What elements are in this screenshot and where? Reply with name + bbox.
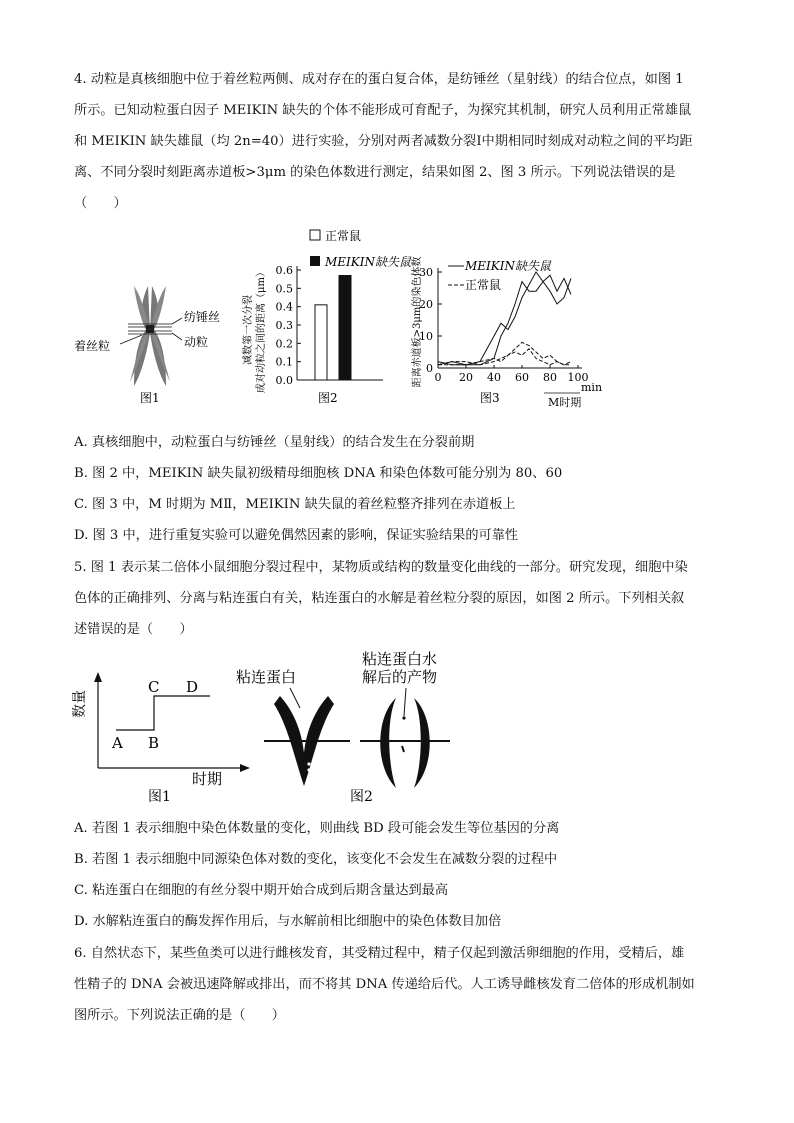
label-kinetochore: 动粒 <box>184 335 209 349</box>
fig2-ytick-label: 0.1 <box>275 355 293 369</box>
q5-point-d: D <box>186 678 199 696</box>
line-normal-2 <box>438 342 571 364</box>
q4-fig3-chart <box>408 252 608 410</box>
q4-fig2-chart <box>235 224 411 410</box>
legend-box-normal <box>310 230 320 240</box>
q4-line-5: （ ） <box>74 196 127 211</box>
line-mutant-0 <box>438 272 571 365</box>
fig2-ylabel-1: 减数第一次分裂 <box>243 295 254 365</box>
chromosome-drawing <box>120 286 182 386</box>
legend-normal: 正常鼠 <box>325 229 362 243</box>
bar-normal <box>315 305 327 380</box>
q5-option-b: B. 若图 1 表示细胞中同源染色体对数的变化，该变化不会发生在减数分裂的过程中 <box>74 852 558 867</box>
q5-point-b: B <box>148 734 160 752</box>
q5-line-3: 述错误的是（ ） <box>74 622 193 637</box>
fig3-xtick-label: 20 <box>459 371 473 384</box>
fig3-legend-mutant: MEIKIN缺失鼠 <box>465 259 551 273</box>
q4-line-2: 所示。已知动粒蛋白因子 MEIKIN 缺失的个体不能形成可育配子，为探究其机制，研究人员利用正常雄鼠 <box>74 103 692 118</box>
fig3-xtick-label: 40 <box>487 371 501 384</box>
fig2-ytick-label: 0.4 <box>275 300 293 314</box>
fig3-legend-normal: 正常鼠 <box>465 278 502 292</box>
fig3-xtick-label: 100 <box>567 371 589 384</box>
q5-fig1 <box>72 660 252 808</box>
q5-fig1-ylabel: 数量 <box>72 690 88 718</box>
fig2-ytick-label: 0.6 <box>275 264 293 277</box>
q5-fig2-caption: 图2 <box>350 789 373 805</box>
q4-option-a: A. 真核细胞中，动粒蛋白与纺锤丝（星射线）的结合发生在分裂前期 <box>74 435 475 450</box>
q5-fig1-caption: 图1 <box>148 789 171 805</box>
q4-fig1 <box>70 278 240 410</box>
q4-option-c: C. 图 3 中，M 时期为 MⅡ，MEIKIN 缺失鼠的着丝粒整齐排列在赤道板上 <box>74 497 516 512</box>
fig3-xtick-label: 60 <box>515 371 529 384</box>
fig2-ytick-label: 0.3 <box>275 319 293 332</box>
fig3-ytick-label: 0 <box>426 362 433 375</box>
q5-point-c: C <box>148 678 160 696</box>
q5-point-a: A <box>112 734 123 752</box>
legend-box-mutant <box>310 256 320 266</box>
fig3-ytick-label: 20 <box>419 298 433 311</box>
fig3-ytick-label: 30 <box>419 266 433 279</box>
legend-mutant: MEIKIN缺失鼠 <box>325 255 411 269</box>
chromosome-before-hydrolysis <box>264 688 350 786</box>
q6-line-1: 6. 自然状态下，某些鱼类可以进行雌核发育，其受精过程中，精子仅起到激活卵细胞的作用，受精后，雄 <box>74 946 685 961</box>
fig3-xunit: min <box>581 381 603 394</box>
q4-line-4: 离、不同分裂时刻距离赤道板>3μm 的染色体数进行测定，结果如图 2、图 3 所示。下列说法错误的是 <box>74 165 676 180</box>
fig3-xtick-label: 0 <box>434 371 442 384</box>
line-mutant-1 <box>438 278 571 364</box>
q5-label-product-2: 解后的产物 <box>362 668 438 686</box>
q5-label-product-1: 粘连蛋白水 <box>362 650 438 668</box>
q5-option-c: C. 粘连蛋白在细胞的有丝分裂中期开始合成到后期含量达到最高 <box>74 883 449 898</box>
q5-option-a: A. 若图 1 表示细胞中染色体数量的变化，则曲线 BD 段可能会发生等位基因的分离 <box>74 821 560 836</box>
fig2-ytick-label: 0.2 <box>275 337 293 351</box>
fig2-ylabel-2: 成对动粒之间的距离（μm） <box>256 267 267 393</box>
label-centromere: 着丝粒 <box>74 339 111 353</box>
q5-option-d: D. 水解粘连蛋白的酶发挥作用后，与水解前相比细胞中的染色体数目加倍 <box>74 914 502 929</box>
q5-line-1: 5. 图 1 表示某二倍体小鼠细胞分裂过程中，某物质或结构的数量变化曲线的一部分。研究发现，细胞中染 <box>74 560 688 575</box>
fig2-ytick-label: 0.5 <box>275 282 293 296</box>
fig3-caption: 图3 <box>480 391 500 405</box>
q4-option-b: B. 图 2 中，MEIKIN 缺失鼠初级精母细胞核 DNA 和染色体数可能分别为 80、60 <box>74 466 563 481</box>
fig1-caption: 图1 <box>140 391 160 405</box>
q5-fig1-xlabel: 时期 <box>192 770 223 788</box>
q4-option-d: D. 图 3 中，进行重复实验可以避免偶然因素的影响，保证实验结果的可靠性 <box>74 528 519 543</box>
q6-line-2: 性精子的 DNA 会被迅速降解或排出，而不将其 DNA 传递给后代。人工诱导雌核发育二倍体的形成机制如 <box>74 977 695 992</box>
q4-line-1: 4. 动粒是真核细胞中位于着丝粒两侧、成对存在的蛋白复合体，是纺锤丝（星射线）的结合位点，如图 1 <box>74 72 684 87</box>
fig3-xtick-label: 80 <box>543 371 557 384</box>
q4-line-3: 和 MEIKIN 缺失雄鼠（均 2n=40）进行实验，分别对两者减数分裂Ⅰ中期相同时刻成对动粒之间的平均距 <box>74 134 693 149</box>
label-spindle: 纺锤丝 <box>184 310 221 324</box>
fig3-ylabel: 距离赤道板>3μm的染色体数 <box>412 256 423 388</box>
fig2-caption: 图2 <box>318 391 338 405</box>
q5-line-2: 色体的正确排列、分离与粘连蛋白有关，粘连蛋白的水解是着丝粒分裂的原因，如图 2 所示。下列相关叙 <box>74 591 685 606</box>
q5-fig1-yarrow <box>94 672 102 682</box>
q5-fig1-curve <box>116 696 210 730</box>
chromosome-after-hydrolysis <box>360 688 450 788</box>
q6-line-3: 图所示。下列说法正确的是（ ） <box>74 1008 285 1023</box>
fig3-xlabel: M时期 <box>548 396 582 409</box>
fig2-ytick-label: 0.0 <box>275 374 293 387</box>
fig3-ytick-label: 10 <box>419 330 433 343</box>
bar-mutant <box>339 276 351 381</box>
q5-label-cohesin: 粘连蛋白 <box>236 668 297 686</box>
q5-fig2 <box>228 646 460 808</box>
